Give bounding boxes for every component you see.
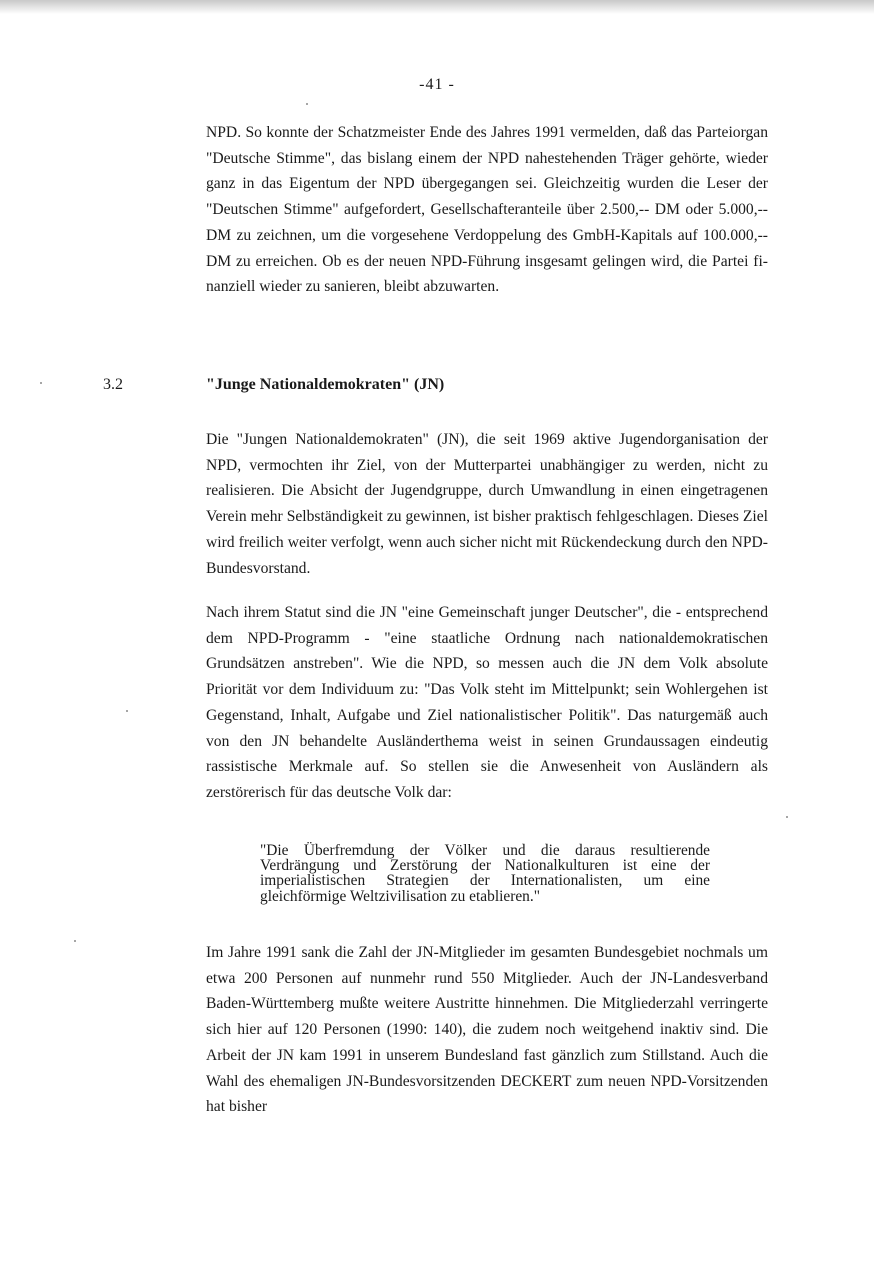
scan-shadow-edge bbox=[0, 0, 874, 14]
scan-speck bbox=[74, 940, 76, 942]
paragraph-jn-statute: Nach ihrem Statut sind die JN "eine Gemeinschaft junger Deutscher", die - entsprechend dem NPD-Programm - "eine staatliche Ordnung nach nationaldemokratischen Grundsätzen anstreben". Wie die NPD, so messen auch die JN dem Volk absolute Priorität vor dem Individuum zu: "Das Volk steht im Mittelpunkt; sein Wohlergehen ist Gegenstand, Inhalt, Aufgabe und Ziel nationalistischer Politik". Das naturgemäß auch von den JN behandelte Ausländerthema weist in seinen Grundaussagen eindeutig rassistische Merkmale auf. So stellen sie die Anwesenheit von Ausländern als zerstörerisch für das deutsche Volk dar: bbox=[206, 604, 768, 801]
section-number: 3.2 bbox=[103, 376, 123, 393]
paragraph-npd-finances: NPD. So konnte der Schatzmeister Ende des Jahres 1991 vermelden, daß das Parteiorgan "Deutsche Stimme", das bislang einem der NPD nahestehenden Träger gehörte, wieder ganz in das Eigentum der NPD übergegangen sei. Gleichzeitig wurden die Leser der "Deutschen Stimme" aufgefordert, Gesellschafteranteile über 2.500,-- DM oder 5.000,-- DM zu zeichnen, um die vorgesehene Verdoppelung des GmbH-Kapitals auf 100.000,-- DM zu erreichen. Ob es der neuen NPD-Führung insgesamt gelingen wird, die Partei finanziell wieder zu sanieren, bleibt abzuwarten. bbox=[206, 124, 768, 296]
paragraph-jn-membership: Im Jahre 1991 sank die Zahl der JN-Mitglieder im gesamten Bundesgebiet nochmals um etwa 200 Personen auf nunmehr rund 550 Mitglieder. Auch der JN-Landesverband Baden-Württemberg mußte weitere Austritte hinnehmen. Die Mitgliederzahl verringerte sich hier auf 120 Personen (1990: 140), die zudem noch weitgehend inaktiv sind. Die Arbeit der JN kam 1991 in unserem Bundesland fast gänzlich zum Stillstand. Auch die Wahl des ehemaligen JN-Bundesvorsitzenden DECKERT zum neuen NPD-Vorsitzenden hat bisher bbox=[206, 944, 768, 1116]
scan-speck bbox=[40, 382, 42, 384]
paragraph-jn-intro: Die "Jungen Nationaldemokraten" (JN), die seit 1969 aktive Jugendorganisation der NPD, vermochten ihr Ziel, von der Mutterpartei unabhängiger zu werden, nicht zu realisieren. Die Absicht der Jugendgruppe, durch Umwandlung in einen eingetragenen Verein mehr Selbständigkeit zu gewinnen, ist bisher praktisch fehlgeschlagen. Dieses Ziel wird freilich weiter verfolgt, wenn auch sicher nicht mit Rückendeckung durch den NPD-Bundesvorstand. bbox=[206, 431, 768, 577]
scan-speck bbox=[306, 103, 308, 105]
scan-speck bbox=[126, 710, 128, 712]
scan-speck bbox=[786, 816, 788, 818]
section-title: "Junge Nationaldemokraten" (JN) bbox=[206, 376, 445, 393]
block-quote: "Die Überfremdung der Völker und die daraus resultierende Verdrängung und Zerstörung der Nationalkulturen ist eine der imperialistischen Strategien der Internationalisten, um eine gleichförmige Weltzivilisation zu etablieren." bbox=[260, 842, 710, 905]
page-number: -41 - bbox=[419, 76, 455, 93]
